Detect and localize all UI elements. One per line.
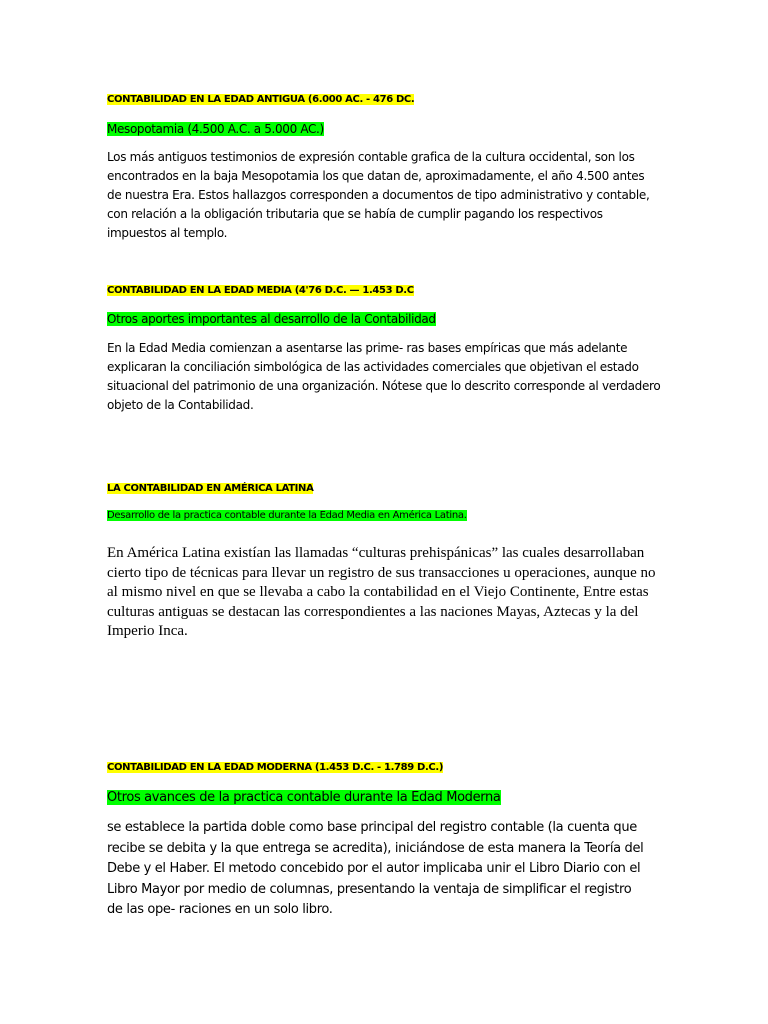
section-body-media: En la Edad Media comienzan a asentarse las prime- ras bases empíricas que más adelante explicaran la conciliación simbológica de las actividades comerciales que objetivan el estado situacional del patrimonio de una organización. Nótese que lo descrito corresponde al verdadero objeto de la Contabilidad. xyxy=(107,341,661,412)
section-body-antigua: Los más antiguos testimonios de expresión contable grafica de la cultura occidental, son los encontrados en la baja Mesopotamia los que datan de, aproximadamente, el año 4.500 antes de nuestra Era. Estos hallazgos corresponden a documentos de tipo administrativo y contable, con relación a la obligación tributaria que se había de cumplir pagando los respectivos impuestos al templo. xyxy=(107,150,650,240)
section-heading-moderna xyxy=(107,761,443,775)
heading-text: CONTABILIDAD EN LA EDAD ANTIGUA (6.000 AC. - 476 DC. xyxy=(107,94,415,105)
section-subheading-mesopotamia xyxy=(107,121,324,137)
heading-text: LA CONTABILIDAD EN AMÉRICA LATINA xyxy=(107,483,314,494)
subheading-text: Mesopotamia (4.500 A.C. a 5.000 AC.) xyxy=(107,122,324,136)
subheading-text: Desarrollo de la practica contable durante la Edad Media en América Latina. xyxy=(107,510,467,521)
section-subheading-aportes xyxy=(107,311,436,327)
subheading-text: Otros aportes importantes al desarrollo de la Contabilidad xyxy=(107,312,436,326)
heading-text: CONTABILIDAD EN LA EDAD MODERNA (1.453 D.C. - 1.789 D.C.) xyxy=(107,762,444,773)
section-heading-antigua xyxy=(107,93,414,107)
section-body-america-latina: En América Latina existían las llamadas “culturas prehispánicas” las cuales desarrollaban cierto tipo de técnicas para llevar un registro de sus transacciones u operaciones, aunque no al mismo nivel en que se llevaba a cabo la contabilidad en el Viejo Continente, Entre estas culturas antiguas se destacan las correspondientes a las naciones Mayas, Aztecas y la del Imperio Inca. xyxy=(107,545,656,639)
heading-text: CONTABILIDAD EN LA EDAD MEDIA (4'76 D.C. — 1.453 D.C xyxy=(107,285,414,296)
section-subheading-practica-contable xyxy=(107,509,467,523)
subheading-text: Otros avances de la practica contable durante la Edad Moderna xyxy=(107,790,501,805)
section-body-moderna: se establece la partida doble como base principal del registro contable (la cuenta que recibe se debita y la que entrega se acredita), iniciándose de esta manera la Teoría del Debe y el Haber. El metodo concebido por el autor implicaba unir el Libro Diario con el Libro Mayor por medio de columnas, presentando la ventaja de simplificar el registro de las ope- raciones en un solo libro. xyxy=(107,820,644,917)
section-subheading-avances xyxy=(107,789,501,807)
section-heading-america-latina xyxy=(107,482,313,496)
section-heading-media xyxy=(107,284,414,298)
